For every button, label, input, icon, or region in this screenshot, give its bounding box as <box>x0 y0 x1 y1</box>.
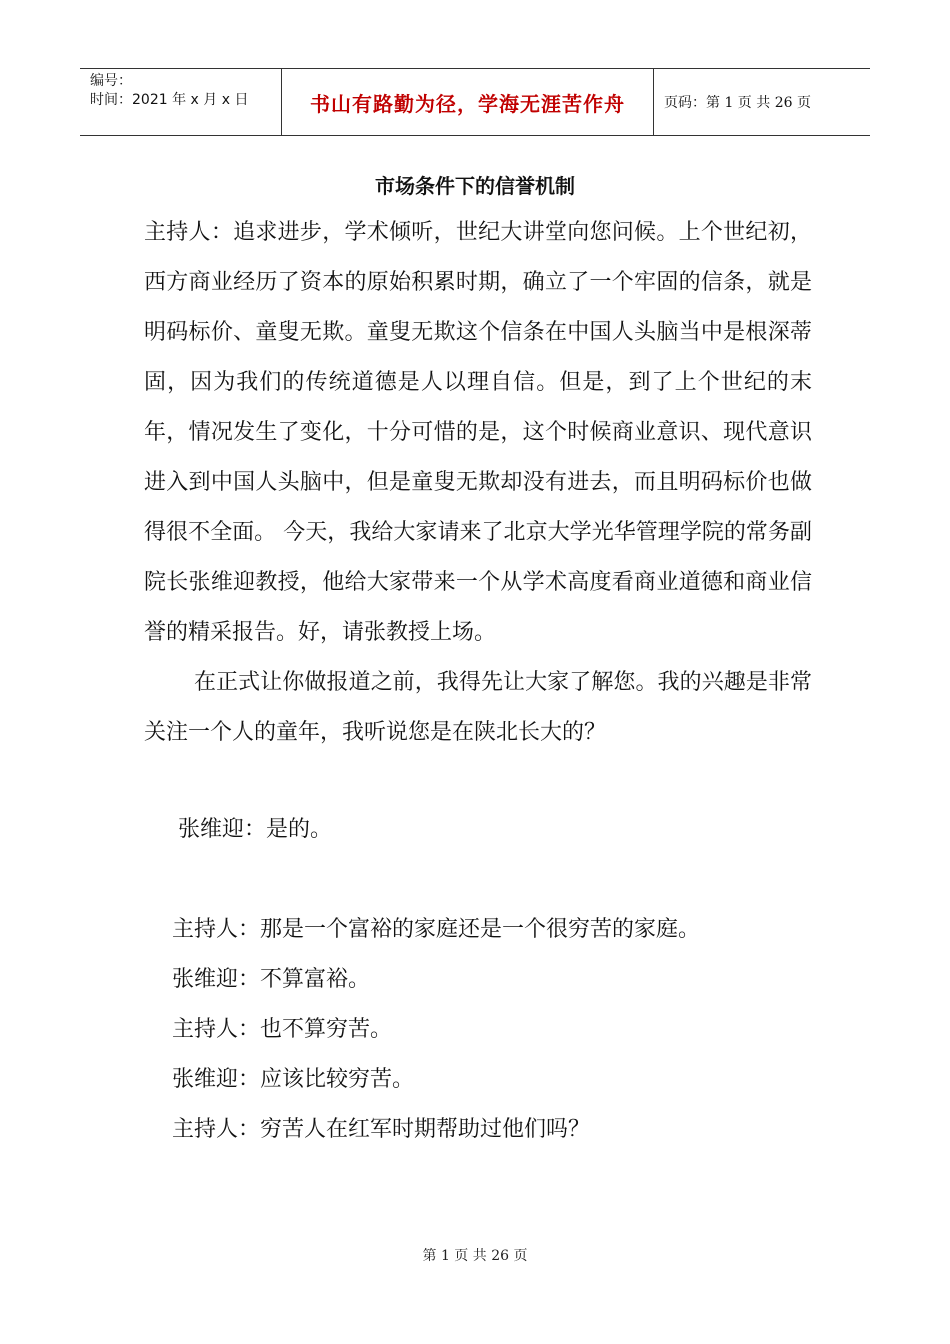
header-page-info <box>654 69 870 135</box>
date-label: 时间：2021 年 x 月 x 日 <box>90 92 249 108</box>
page-footer: 第 1 页 共 26 页 <box>422 1248 528 1264</box>
intro-paragraph: 主持人：追求进步，学术倾听，世纪大讲堂向您问候。上个世纪初，西方商业经历了资本的原始积累时期，确立了一个牢固的信条，就是明码标价、童叟无欺。童叟无欺这个信条在中国人头脑当中是根深蒂固，因为我们的传统道德是人以理自信。但是，到了上个世纪的末年，情况发生了变化，十分可惜的是，这个时候商业意识、现代意识进入到中国人头脑中，但是童叟无欺却没有进去，而且明码标价也做得很不全面。 今天，我给大家请来了北京大学光华管理学院的常务副院长张维迎教授，他给大家带来一个从学术高度看商业道德和商业信誉的精采报告。好，请张教授上场。 <box>144 220 812 645</box>
question-paragraph: 在正式让你做报道之前，我得先让大家了解您。我的兴趣是非常关注一个人的童年，我听说您是在陕北长大的？ <box>144 670 812 745</box>
number-label: 编号： <box>90 73 132 89</box>
header-motto-cell <box>282 69 654 135</box>
dialogue-line: 张维迎：应该比较穷苦。 <box>172 1067 415 1092</box>
dialogue-line: 主持人：也不算穷苦。 <box>172 1017 393 1042</box>
page-header <box>80 68 870 136</box>
motto: 书山有路勤为径，学海无涯苦作舟 <box>310 91 625 116</box>
dialogue-line: 张维迎：是的。 <box>178 817 333 842</box>
header-meta <box>80 69 282 135</box>
page-info: 页码：第 1 页 共 26 页 <box>664 95 811 111</box>
dialogue-line: 主持人：那是一个富裕的家庭还是一个很穷苦的家庭。 <box>172 917 701 942</box>
dialogue-line: 张维迎：不算富裕。 <box>172 967 371 992</box>
document-title: 市场条件下的信誉机制 <box>375 174 575 198</box>
dialogue-line: 主持人：穷苦人在红军时期帮助过他们吗？ <box>172 1117 591 1142</box>
